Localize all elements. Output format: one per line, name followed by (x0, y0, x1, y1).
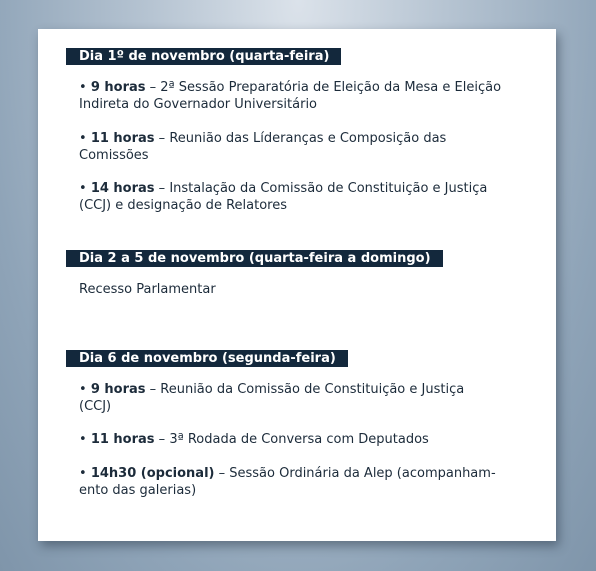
item-line-1 (79, 431, 536, 448)
schedule-item (79, 130, 536, 164)
item-time: 11 horas (90, 432, 155, 447)
item-line-2: ento das galerias) (79, 483, 197, 498)
item-line-2: (CCJ) e designação de Relatores (79, 198, 287, 213)
section-nov-1 (66, 45, 536, 65)
item-separator: – (214, 466, 230, 481)
item-time: 14 horas (90, 181, 155, 196)
item-line-2: Comissões (79, 148, 149, 163)
section-nov-6 (66, 347, 536, 367)
section-nov-2-5 (66, 247, 536, 267)
schedule-item (79, 79, 536, 113)
item-description: Sessão Ordinária da Alep (acompanham- (229, 466, 496, 481)
item-line-2: (CCJ) (79, 399, 112, 414)
bullet: • (79, 466, 87, 481)
item-description: Reunião das Líderanças e Composição das (169, 131, 447, 146)
item-description: 3ª Rodada de Conversa com Deputados (169, 432, 429, 447)
bullet: • (79, 382, 87, 397)
item-line-1 (79, 381, 536, 398)
item-line-1 (79, 79, 536, 96)
item-description: Reunião da Comissão de Constituição e Justiça (160, 382, 465, 397)
item-line-1 (79, 465, 536, 482)
item-separator: – (154, 432, 170, 447)
section-header: Dia 6 de novembro (segunda-feira) (66, 350, 348, 367)
item-time: 11 horas (90, 131, 155, 146)
item-separator: – (154, 131, 170, 146)
schedule-item (79, 431, 536, 448)
section-header: Dia 2 a 5 de novembro (quarta-feira a domingo) (66, 250, 443, 267)
item-time: 9 horas (90, 80, 146, 95)
bullet: • (79, 432, 87, 447)
schedule-item (79, 180, 536, 214)
bullet: • (79, 131, 87, 146)
item-line-1 (79, 130, 536, 147)
bullet: • (79, 80, 87, 95)
item-separator: – (154, 181, 170, 196)
item-description: 2ª Sessão Preparatória de Eleição da Mesa e Eleição (160, 80, 502, 95)
schedule-item (79, 465, 536, 499)
item-time: 9 horas (90, 382, 146, 397)
item-time: 14h30 (opcional) (90, 466, 215, 481)
item-description: Instalação da Comissão de Constituição e Justiça (169, 181, 488, 196)
recess-text-block (66, 281, 536, 298)
item-line-1 (79, 180, 536, 197)
item-separator: – (145, 382, 161, 397)
item-separator: – (145, 80, 161, 95)
section-header: Dia 1º de novembro (quarta-feira) (66, 48, 341, 65)
schedule-card (38, 29, 556, 541)
bullet: • (79, 181, 87, 196)
schedule-item (79, 381, 536, 415)
recess-text: Recesso Parlamentar (79, 282, 216, 297)
item-line-2: Indireta do Governador Universitário (79, 97, 318, 112)
